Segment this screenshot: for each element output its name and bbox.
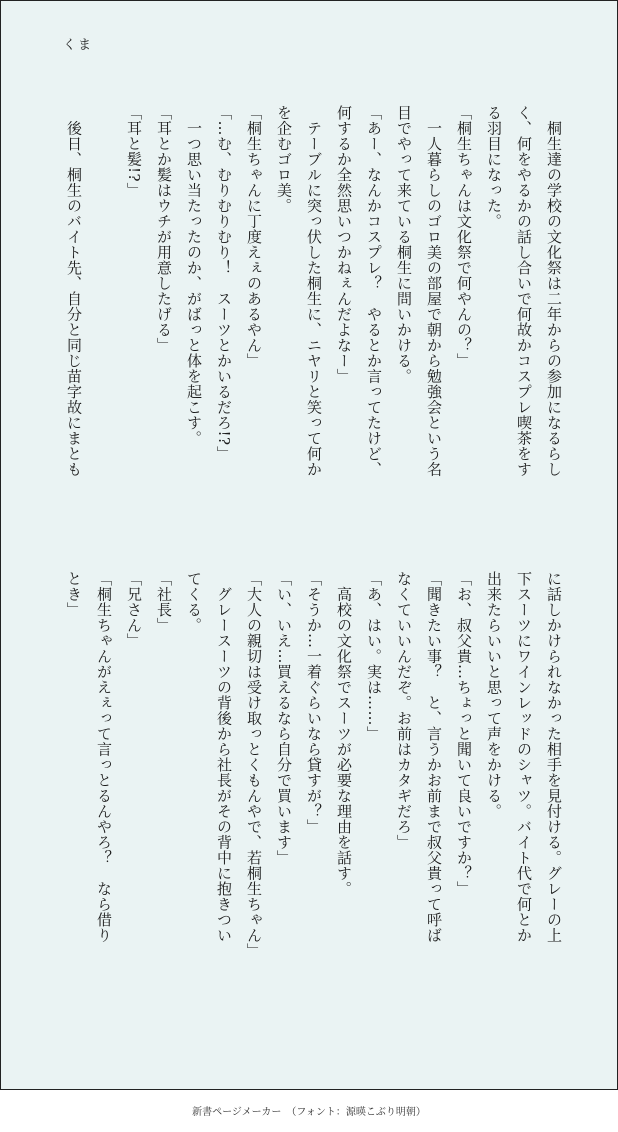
text-column-bottom [59,571,569,991]
text-line: 一つ思い当たったのか、がばっと体を起こす。 [185,105,203,446]
text-line: 桐生達の学校の文化祭は二年からの参加になるらし [545,105,563,477]
text-line: 後日、桐生のバイト先、自分と同じ苗字故にまとも [65,105,83,477]
text-line: 一人暮らしのゴロ美の部屋で朝から勉強会という名 [425,105,443,477]
text-line: 出来たらいいと思って声をかける。 [485,571,503,819]
text-line: 「社長」 [155,571,173,633]
text-line: 目でやって来ている桐生に問いかける。 [395,105,413,384]
text-line [89,105,119,525]
text-line: テーブルに突っ伏した桐生に、ニヤリと笑って何か [305,105,323,477]
text-line: を企むゴロ美。 [275,105,293,214]
text-line: 「…む、むりむりむり！ スーツとかいるだろ!?」 [215,105,233,462]
text-line: とき」 [65,571,83,618]
text-line: 「そうか…一着ぐらいなら貸すが？」 [305,571,323,835]
text-line: 「あー、なんかコスプレ？ やるとか言ってたけど、 [365,105,383,477]
text-line: 「兄さん」 [125,571,143,649]
text-line: 「お、叔父貴…ちょっと聞いて良いですか？」 [455,571,473,897]
text-line: 「大人の親切は受け取っとくもんやで、若桐生ちゃん」 [245,571,263,959]
author-name: くま [63,38,94,53]
text-line: 高校の文化祭でスーツが必要な理由を話す。 [335,571,353,897]
text-line: グレースーツの背後から社長がその背中に抱きつい [215,571,233,943]
text-line: 「あ、はい。実は……」 [365,571,383,742]
text-line: 「耳とか髪はウチが用意したげる」 [155,105,173,353]
text-line: 何するか全然思いつかねぇんだよなー」 [335,105,353,384]
text-line: 下スーツにワインレッドのシャツ。バイト代で何とか [515,571,533,943]
text-line: 「耳と髪!?」 [125,105,143,198]
text-line: に話しかけられなかった相手を見付ける。グレーの上 [545,571,563,943]
text-line: 「桐生ちゃんがえぇって言っとるんやろ？ なら借り [95,571,113,943]
text-line: 「桐生ちゃんは文化祭で何やんの？」 [455,105,473,369]
text-line: く、何をやるかの話し合いで何故かコスプレ喫茶をす [515,105,533,477]
text-line: なくていいんだぞ。お前はカタギだろ」 [395,571,413,850]
text-line: 「聞きたい事？ と、言うかお前まで叔父貴って呼ば [425,571,443,943]
text-line: る羽目になった。 [485,105,503,229]
footer-credit: 新書ページメーカー （フォント：源暎こぶり明朝） [192,1107,426,1118]
text-line: 「い、いえ…買えるなら自分で買います」 [275,571,293,866]
text-column-top [59,105,569,525]
text-line: 「桐生ちゃんに丁度えぇのあるやん」 [245,105,263,369]
text-line: てくる。 [185,571,203,633]
